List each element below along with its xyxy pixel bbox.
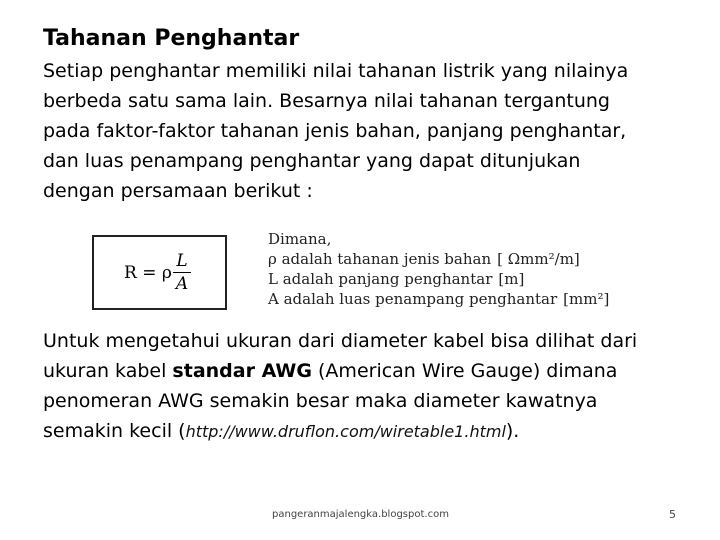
intro-line: pada faktor-faktor tahanan jenis bahan, panjang penghantar, (43, 120, 627, 142)
awg-line (43, 356, 703, 386)
formula-numerator: L (176, 251, 188, 271)
page-number: 5 (669, 508, 676, 521)
legend-unit: [ Ωmm²/m] (497, 250, 580, 268)
awg-text: ). (505, 420, 520, 442)
awg-standard-bold: standar AWG (172, 360, 312, 382)
slide-title: Tahanan Penghantar (43, 26, 300, 51)
intro-paragraph (43, 56, 703, 206)
awg-paragraph (43, 326, 703, 447)
awg-text: ukuran kabel (43, 360, 173, 382)
formula-fraction (173, 251, 191, 294)
legend-row (268, 289, 609, 309)
awg-text: (American Wire Gauge) dimana (311, 360, 618, 382)
legend-unit: [m] (498, 270, 525, 288)
resistance-formula (92, 235, 227, 310)
legend-text: L adalah panjang penghantar (268, 270, 493, 288)
formula-denominator: A (175, 274, 189, 294)
footer-source: pangeranmajalengka.blogspot.com (272, 509, 449, 520)
legend-row (268, 269, 609, 289)
formula-legend (268, 229, 609, 309)
legend-unit: [mm²] (563, 290, 610, 308)
formula-lhs: R = ρ (124, 263, 172, 283)
awg-line: penomeran AWG semakin besar maka diameter kawatnya (43, 390, 598, 412)
intro-line: Setiap penghantar memiliki nilai tahanan listrik yang nilainya (43, 60, 629, 82)
wire-table-link[interactable]: http://www.druflon.com/wiretable1.html (185, 422, 506, 441)
awg-text: semakin kecil ( (43, 420, 186, 442)
legend-row (268, 249, 609, 269)
intro-line: dengan persamaan berikut : (43, 180, 313, 202)
awg-line: Untuk mengetahui ukuran dari diameter kabel bisa dilihat dari (43, 330, 638, 352)
legend-heading: Dimana, (268, 230, 332, 248)
legend-text: ρ adalah tahanan jenis bahan (268, 250, 492, 268)
legend-text: A adalah luas penampang penghantar (268, 290, 558, 308)
intro-line: berbeda satu sama lain. Besarnya nilai tahanan tergantung (43, 90, 610, 112)
awg-line (43, 416, 703, 447)
fraction-bar (173, 272, 191, 273)
intro-line: dan luas penampang penghantar yang dapat ditunjukan (43, 150, 581, 172)
